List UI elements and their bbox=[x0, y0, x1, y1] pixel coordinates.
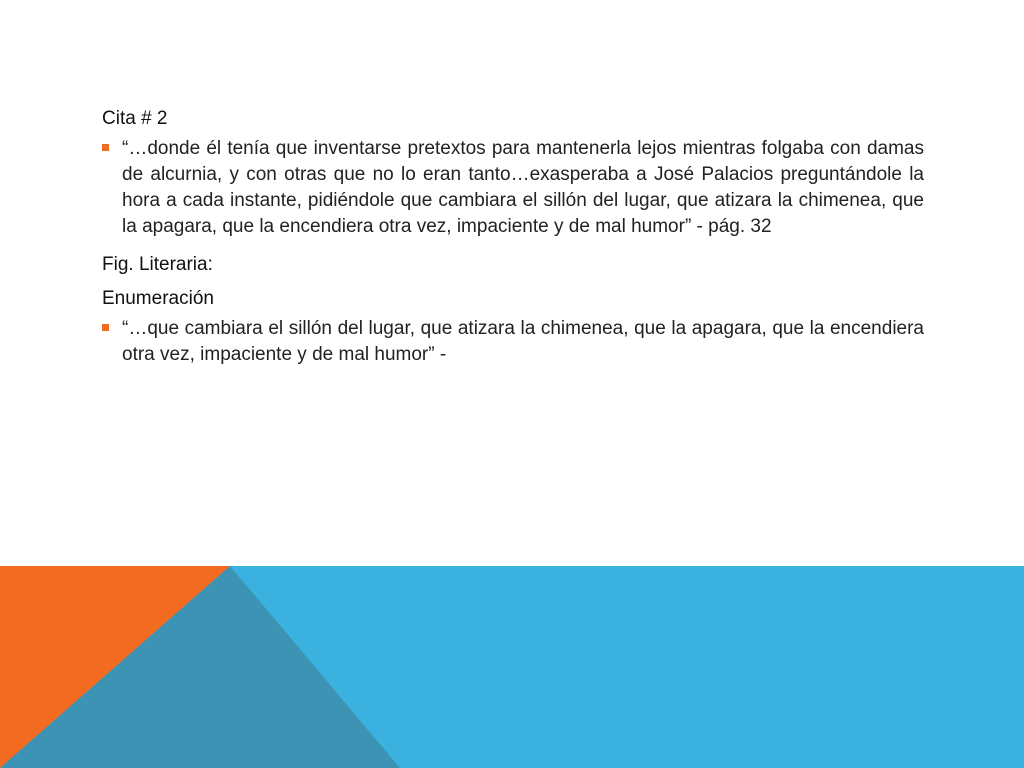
quote-bullet-item bbox=[102, 136, 924, 240]
example-bullet-item bbox=[102, 316, 924, 368]
quote-list bbox=[102, 136, 924, 240]
quote-text: “…donde él tenía que inventarse pretextos para mantenerla lejos mientras folgaba con damas de alcurnia, y con otras que no lo eran tanto…exasperaba a José Palacios preguntándole la hora a cada instante, pidiéndole que cambiara el sillón del lugar, que atizara la chimenea, que la apagara, que la encendiera otra vez, impaciente y de mal humor” - pág. 32 bbox=[122, 138, 924, 237]
figure-heading: Fig. Literaria: bbox=[102, 254, 213, 275]
example-text: “…que cambiara el sillón del lugar, que atizara la chimenea, que la apagara, que la encendiera otra vez, impaciente y de mal humor” - bbox=[122, 318, 924, 365]
example-list bbox=[102, 316, 924, 368]
footer-shapes bbox=[0, 566, 1024, 768]
square-bullet-icon bbox=[102, 324, 109, 331]
slide-content bbox=[102, 106, 924, 368]
decorative-footer-band bbox=[0, 566, 1024, 768]
square-bullet-icon bbox=[102, 144, 109, 151]
figure-name: Enumeración bbox=[102, 288, 214, 309]
cita-heading: Cita # 2 bbox=[102, 108, 168, 129]
